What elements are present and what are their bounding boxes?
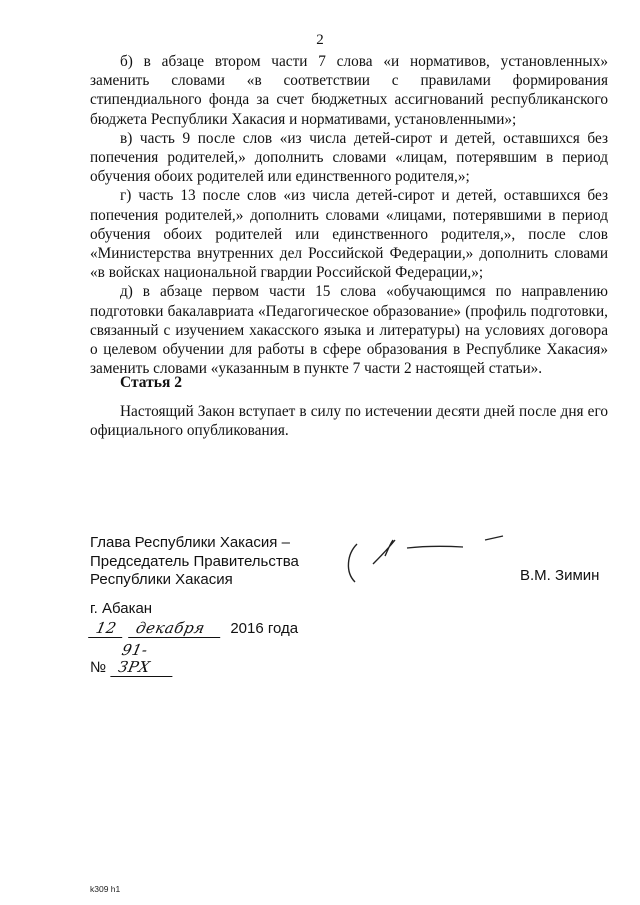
article-text: Настоящий Закон вступает в силу по истечении десяти дней после дня его официального опубликования. [90, 403, 608, 440]
date-year: 2016 года [230, 620, 299, 637]
handwritten-signature [335, 520, 515, 600]
number-handwritten: 91-ЗРХ [111, 642, 180, 677]
place-of-signing: г. Абакан [90, 600, 153, 617]
article-heading: Статья 2 [120, 374, 182, 391]
date-day-handwritten: 12 [88, 620, 126, 638]
amendment-item-b: б) в абзаце втором части 7 слова «и нормативов, установленных» заменить словами «в соответствии с правилами формирования стипендиального фонда за счет бюджетных ассигнований республиканского бюджета Республики Хакасия и нормативами, установленными»; [90, 53, 608, 128]
signer-name: В.М. Зимин [520, 567, 600, 584]
signatory-title-line: Республики Хакасия [90, 571, 233, 589]
footer-code: k309 h1 [90, 884, 121, 894]
signatory-title-line: Председатель Правительства [90, 552, 299, 570]
amendment-item-g: г) часть 13 после слов «из числа детей-сирот и детей, оставшихся без попечения родителей,» дополнить словами «лицами, потерявшими в период обучения обоих родителей или единственного родителя,», после слов «Министерства внутренних дел Российской Федерации,» дополнить словами «в войсках национальной гвардии Российской Федерации,»; [90, 187, 608, 282]
page-number: 2 [316, 32, 324, 48]
signatory-title [90, 534, 299, 590]
amendment-list [90, 52, 608, 378]
number-prefix: № [90, 659, 107, 676]
signing-date [90, 620, 298, 642]
signatory-title-line: Глава Республики Хакасия – [90, 534, 290, 551]
amendment-item-v: в) часть 9 после слов «из числа детей-сирот и детей, оставшихся без попечения родителей,» дополнить словами «лицам, потерявшим в период обучения обоих родителей или единственного родителя,»; [90, 129, 608, 186]
amendment-item-d: д) в абзаце первом части 15 слова «обучающимся по направлению подготовки бакалавриата «Педагогическое образование» (профиль подготовки, связанный с изучением хакасского языка и литературы) на условиях договора о целевом обучении для работы в сфере образования в Республике Хакасия» заменить словами «указанным в пункте 7 части 2 настоящей статьи». [90, 283, 608, 378]
law-number [90, 642, 176, 677]
date-month-handwritten: декабря [128, 620, 224, 638]
